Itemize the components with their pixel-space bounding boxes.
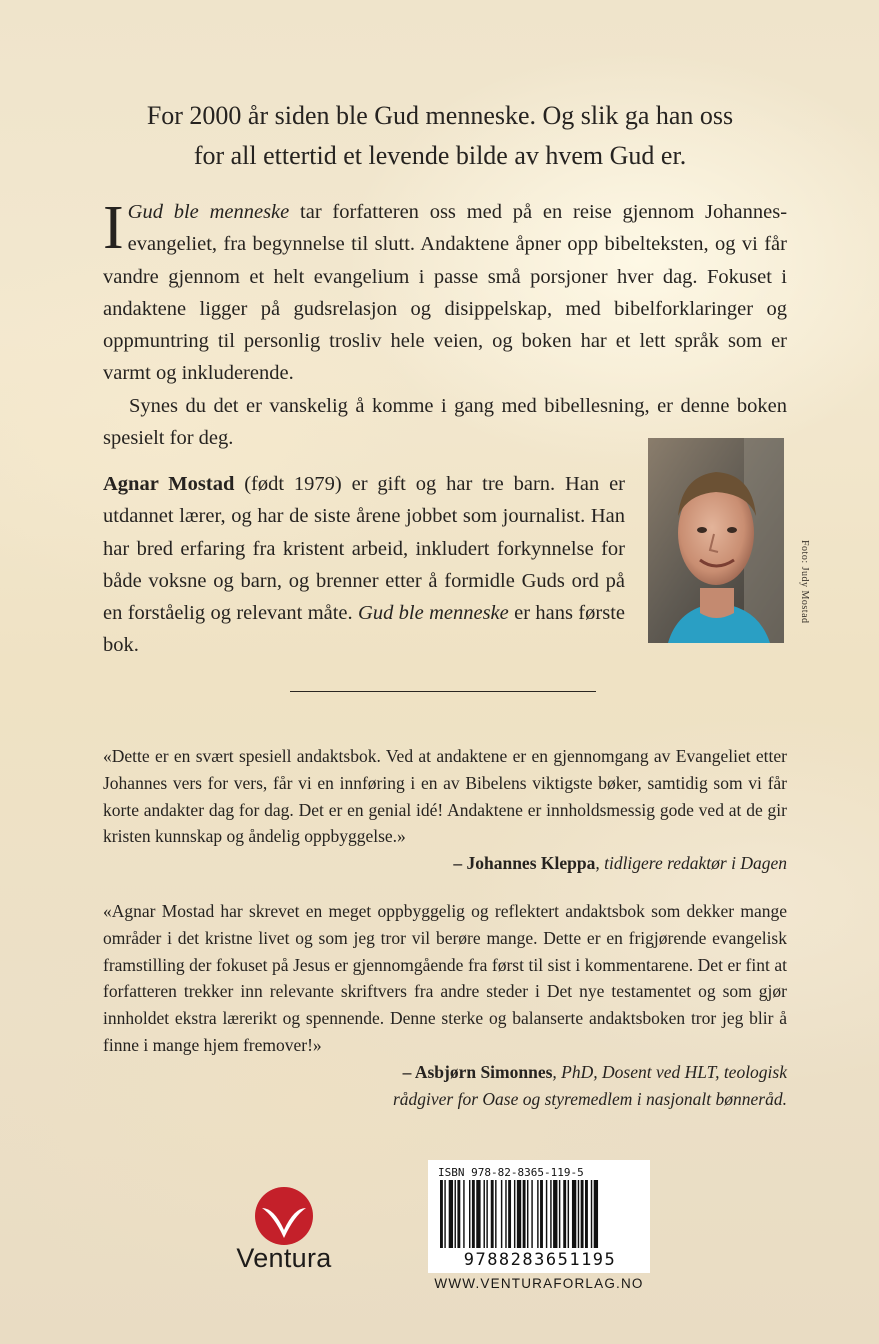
barcode-digits: 9788283651195 [463,1250,617,1270]
quote-1-text: «Dette er en svært spesiell andaktsbok. Ved at andaktene er en gjennomgang av Evangeliet etter Johannes vers for vers, får vi en innføring i en av Bibelens viktigste bøker, samtidig som vi får korte andakter dag for dag. Det er en genial idé! Andaktene er innholdsmessig gode ved at de gir kristen kunnskap og åndelig oppbyggelse.» [103,746,787,847]
photo-credit: Foto: Judy Mostad [799,540,810,624]
quote-1-attribution [103,850,787,877]
intro-paragraph [103,196,787,454]
bio-text-1: (født 1979) er gift og har tre barn. Han er utdannet lærer, og har de siste årene jobbet som journalist. Han har bred erfaring fra kristent arbeid, inkludert forkynnelse for både voksne og barn, og brenner etter å formidle Guds ord på en forståelig og relevant måte. [103,473,625,625]
quote-2-role: , PhD, Dosent ved HLT, teologisk [552,1061,787,1082]
headline [60,96,820,176]
author-name: Agnar Mostad [103,473,235,495]
author-photo [648,438,784,643]
quote-1-role: , tidligere redaktør i Dagen [595,853,787,874]
isbn-label: ISBN 978-82-8365-119-5 [438,1166,584,1179]
divider [290,691,596,692]
quote-2-role-line-2: rådgiver for Oase og styremedlem i nasjonalt bønneråd. [392,1088,787,1109]
intro-text: tar forfatteren oss med på en reise gjennom Johannesevangeliet, fra begynnelse til slutt. Andaktene åpner opp bibelteksten, og vi får vandre gjennom et helt evangelium i passe små porsjoner hver dag. Fokuset i andaktene ligger på gudsrelasjon og disippelskap, med bibelforklaringer og oppmuntring til personlig trosliv hele veien, og boken har et lett språk som er varmt og inkluderende. [103,201,788,385]
author-bio [103,468,625,662]
barcode-bars [436,1180,642,1252]
intro-book-title: Gud ble menneske [127,201,290,223]
publisher-website: WWW.VENTURAFORLAG.NO [434,1276,644,1291]
ventura-logo-icon [222,1186,346,1290]
headline-line-2: for all ettertid et levende bilde av hvem Gud er. [193,141,687,170]
quote-1-author: – Johannes Kleppa [453,853,596,874]
bio-book-title: Gud ble menneske [358,602,509,625]
bio-text-2: er hans første bok. [103,602,625,657]
quote-2-author: – Asbjørn Simonnes [402,1061,553,1082]
publisher-name: Ventura [236,1243,332,1273]
quote-1 [103,743,787,877]
quote-2-attribution [103,1059,787,1086]
quote-2 [103,898,787,1112]
intro-second-paragraph: Synes du det er vanskelig å komme i gang med bibellesning, er denne boken spesielt for deg. [103,394,787,450]
quote-2-text: «Agnar Mostad har skrevet en meget oppbyggelig og reflektert andaktsbok som dekker mange områder i det kristne livet og som jeg tror vil berøre mange. Dette er en frigjørende evangelisk framstilling der fokuset på Jesus er gjennomgående fra først til sist i kommentarene. Det er fint at forfatteren trekker inn relevante skriftvers fra andre steder i Det nye testamentet og som gjør innholdet ekstra lærerikt og spennende. Denne sterke og balanserte andaktsboken tror jeg blir å finne i mange hjem fremover!» [103,901,787,1055]
dropcap: I [103,194,124,262]
barcode [428,1160,650,1273]
headline-line-1: For 2000 år siden ble Gud menneske. Og slik ga han oss [146,101,734,130]
